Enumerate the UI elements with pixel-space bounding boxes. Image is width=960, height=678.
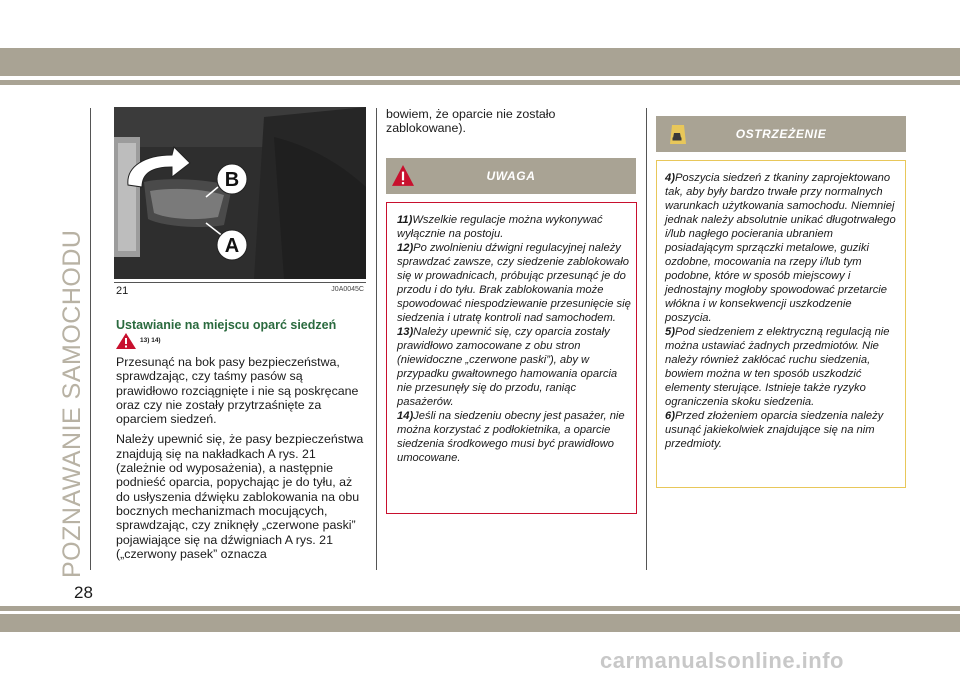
warning-triangle-icon — [116, 333, 136, 349]
item-number: 6) — [665, 410, 675, 422]
item-number: 13) — [397, 326, 414, 338]
ostrzezenie-item — [665, 409, 901, 451]
callout-a: A — [224, 235, 240, 257]
item-text: Należy upewnić się, czy oparcia zostały prawidłowo zamocowane z obu stron (niewidoczne „czerwone paski”), aby w przypadku gwałtownego hamowania oparcia nie przesunęły się do przodu, raniąc pasażerów. — [397, 326, 618, 408]
watermark: carmanualsonline.info — [600, 648, 844, 673]
item-text: Pod siedzeniem z elektryczną regulacją nie można ustawiać żadnych przedmiotów. Nie należy również zakłócać ruchu siedzenia, bowiem można w ten sposób uszkodzić elementy sterujące. Istnieje także ryzyko ograniczenia skoku siedzenia. — [665, 326, 890, 408]
paragraph: Należy upewnić się, że pasy bezpieczeństwa znajdują się na nakładkach A rys. 21 (zależnie od wyposażenia), a następnie podnieść oparcia, popychając je do tyłu, aż do usłyszenia dźwięku zablokowania na obu bocznych mechanizmach mocujących, sprawdzając, czy zniknęły „czerwone paski” pojawiające się na dźwigniach A rys. 21 („czerwony pasek” oznacza — [116, 432, 364, 561]
uwaga-title: UWAGA — [486, 169, 536, 183]
section-body-left — [116, 355, 366, 567]
page-number: 28 — [74, 583, 93, 602]
bottom-band-line — [0, 606, 960, 611]
item-number: 4) — [665, 172, 675, 184]
figure-photo — [114, 107, 366, 279]
item-number: 12) — [397, 242, 414, 254]
uwaga-box — [386, 202, 637, 514]
uwaga-header — [386, 158, 636, 194]
ostrzezenie-item — [665, 171, 901, 325]
top-band — [0, 48, 960, 76]
car-warning-icon — [666, 123, 688, 145]
item-text: Wszelkie regulacje można wykonywać wyłącznie na postoju. — [397, 214, 603, 240]
ostrzezenie-box — [656, 160, 906, 488]
seat-illustration — [114, 107, 366, 279]
bottom-band — [0, 614, 960, 632]
paragraph: bowiem, że oparcie nie zostało zablokowane). — [386, 107, 556, 136]
top-band-line — [0, 80, 960, 85]
callout-b: B — [224, 169, 240, 191]
uwaga-item — [397, 325, 631, 409]
uwaga-item — [397, 241, 631, 325]
figure-code: J0A0045C — [331, 286, 364, 293]
uwaga-item — [397, 213, 631, 241]
item-number: 14) — [397, 410, 414, 422]
ostrzezenie-header — [656, 116, 906, 152]
item-text: Przed złożeniem oparcia siedzenia należy usunąć jakiekolwiek znajdujące się na nim przedmioty. — [665, 410, 884, 450]
uwaga-item — [397, 409, 631, 465]
warning-triangle-icon — [392, 165, 414, 187]
paragraph: Przesunąć na bok pasy bezpieczeństwa, sprawdzając, czy taśmy pasów są prawidłowo rozciągnięte i nie są poskręcane oraz czy nie zostały przytrzaśnięte za oparciem siedzeń. — [116, 355, 359, 427]
item-number: 11) — [397, 214, 413, 226]
side-rule — [90, 108, 91, 570]
column-separator — [646, 108, 647, 570]
item-text: Po zwolnieniu dźwigni regulacyjnej należy sprawdzać zawsze, czy siedzenie zablokowało się w prowadnicach, próbując przesunąć je do przodu i do tyłu. Brak zablokowania może spowodować niespodziewanie przesunięcie się siedzenia i utratę kontroli nad samochodem. — [397, 242, 631, 324]
warning-refs-text: 13) 14) — [140, 337, 161, 344]
column-separator — [376, 108, 377, 570]
item-text: Poszycia siedzeń z tkaniny zaprojektowano tak, aby były bardzo trwałe przy normalnych warunkach użytkowania samochodu. Niemniej jednak należy absolutnie unikać długotrwałego i/lub nagłego pocierania ubraniem posiadającym sprzączki metalowe, guziki ozdobne, mocowania na rzepy i/lub tym podobne, które w sposób miejscowy i jednostajny mogłoby spowodować przetarcie włókna i w konsekwencji uszkodzenie poszycia. — [665, 172, 896, 324]
item-number: 5) — [665, 326, 675, 338]
item-text: Jeśli na siedzeniu obecny jest pasażer, nie można korzystać z podłokietnika, a oparcie siedzenia środkowego musi być prawidłowo umocowane. — [397, 410, 625, 464]
warning-reference — [116, 333, 161, 354]
section-heading: Ustawianie na miejscu oparć siedzeń — [116, 318, 337, 332]
side-section-title: POZNAWANIE SAMOCHODU — [58, 229, 86, 578]
section-body-right — [386, 107, 636, 142]
figure-caption — [114, 282, 366, 295]
ostrzezenie-item — [665, 325, 901, 409]
ostrzezenie-title: OSTRZEŻENIE — [735, 127, 827, 141]
figure-number: 21 — [116, 285, 129, 297]
